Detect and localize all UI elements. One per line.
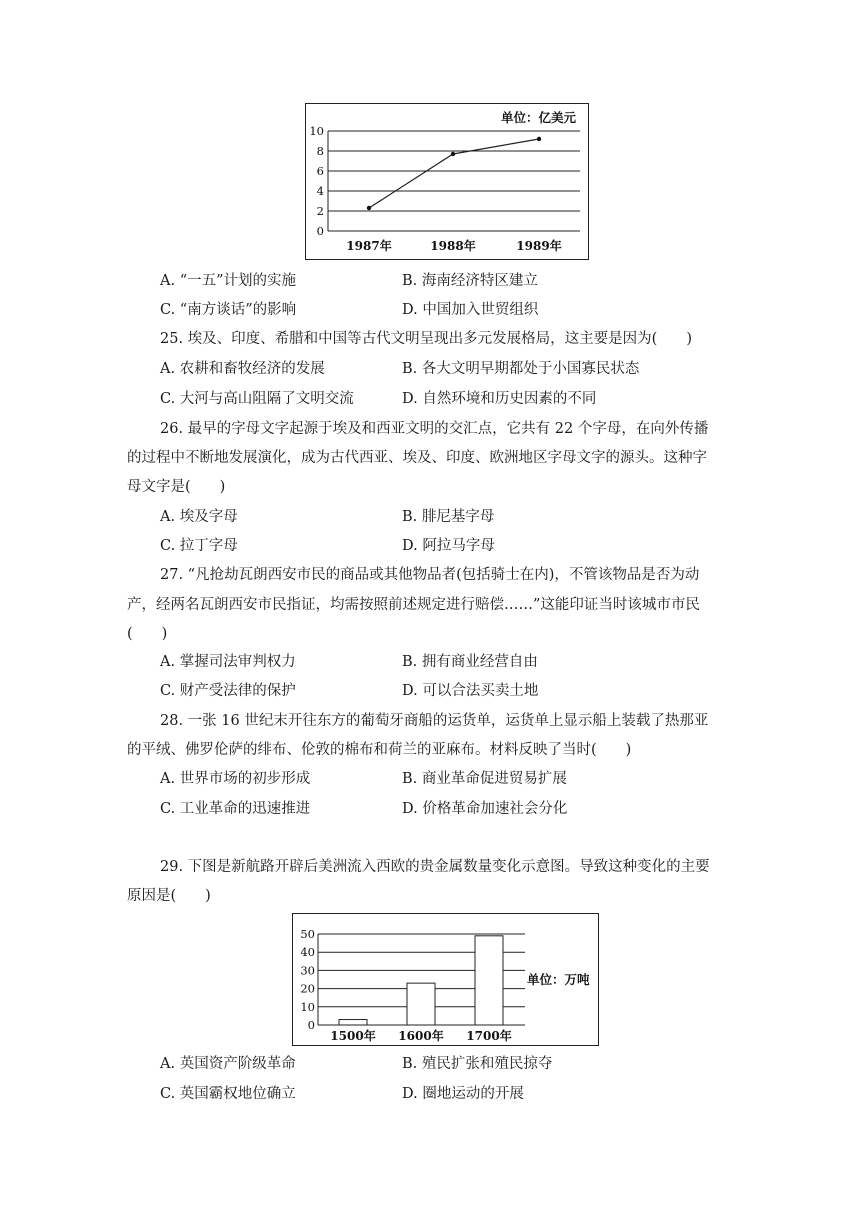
q29-option-a[interactable]: A. 英国资产阶级革命 [160, 1056, 296, 1072]
q29-stem-line1: 29. 下图是新航路开辟后美洲流入西欧的贵金属数量变化示意图。导致这种变化的主要 [160, 859, 710, 875]
q26-option-c[interactable]: C. 拉丁字母 [160, 538, 238, 554]
q29-option-b[interactable]: B. 殖民扩张和殖民掠夺 [402, 1056, 553, 1072]
q27-option-b[interactable]: B. 拥有商业经营自由 [402, 654, 538, 670]
y-tick-label: 20 [300, 981, 315, 996]
y-tick-label: 10 [309, 124, 324, 138]
q26-option-d[interactable]: D. 阿拉马字母 [402, 538, 495, 554]
unit-label: 单位：万吨 [527, 972, 590, 987]
q26-stem-line2: 的过程中不断地发展演化，成为古代西亚、埃及、印度、欧洲地区字母文字的源头。这种字 [127, 450, 707, 466]
line-chart [306, 104, 588, 259]
q29-option-c[interactable]: C. 英国霸权地位确立 [160, 1086, 296, 1102]
q26-stem-line3: 母文字是( ) [127, 479, 226, 495]
q27-stem-line2: 产，经两名瓦朗西安市民指证，均需按照前述规定进行赔偿……”这能印证当时该城市市民 [127, 597, 700, 613]
y-tick-label: 50 [300, 927, 315, 941]
series-line [369, 139, 539, 208]
q27-stem-line1: 27. “凡抢劫瓦朗西安市民的商品或其他物品者(包括骑士在内)，不管该物品是否为动 [160, 567, 700, 583]
x-tick-label: 1987年 [346, 239, 392, 253]
y-tick-label: 40 [300, 945, 315, 960]
q24-option-d[interactable]: D. 中国加入世贸组织 [402, 302, 539, 318]
x-tick-label: 1988年 [430, 239, 476, 253]
q24-option-b[interactable]: B. 海南经济特区建立 [402, 273, 538, 289]
x-tick-label: 1600年 [398, 1029, 444, 1043]
q28-stem-line1: 28. 一张 16 世纪末开往东方的葡萄牙商船的运货单，运货单上显示船上装载了热那亚 [160, 713, 709, 729]
bar [475, 936, 503, 1025]
q25-option-a[interactable]: A. 农耕和畜牧经济的发展 [160, 361, 325, 377]
y-tick-label: 0 [316, 224, 324, 238]
q28-option-a[interactable]: A. 世界市场的初步形成 [160, 771, 311, 787]
bar-chart-frame [292, 913, 599, 1046]
q25-option-c[interactable]: C. 大河与高山阻隔了文明交流 [160, 391, 354, 407]
line-chart-frame [305, 103, 589, 260]
q27-option-a[interactable]: A. 掌握司法审判权力 [160, 654, 296, 670]
q28-option-d[interactable]: D. 价格革命加速社会分化 [402, 801, 568, 817]
bar [407, 983, 435, 1025]
q25-stem: 25. 埃及、印度、希腊和中国等古代文明呈现出多元发展格局，这主要是因为( ) [160, 331, 692, 347]
q26-stem-line1: 26. 最早的字母文字起源于埃及和西亚文明的交汇点，它共有 22 个字母，在向外传播 [160, 421, 709, 437]
y-tick-label: 4 [316, 184, 324, 198]
q28-option-b[interactable]: B. 商业革命促进贸易扩展 [402, 771, 567, 787]
x-tick-label: 1989年 [516, 239, 562, 253]
bar-chart [293, 914, 598, 1045]
q27-stem-line3: ( ) [127, 626, 168, 642]
y-tick-label: 0 [307, 1018, 315, 1032]
q28-stem-line2: 的平绒、佛罗伦萨的绯布、伦敦的棉布和荷兰的亚麻布。材料反映了当时( ) [127, 742, 632, 758]
y-tick-label: 6 [316, 164, 324, 178]
q29-option-d[interactable]: D. 圈地运动的开展 [402, 1086, 524, 1102]
y-tick-label: 2 [316, 204, 324, 218]
q25-option-d[interactable]: D. 自然环境和历史因素的不同 [402, 391, 597, 407]
data-point [367, 206, 371, 210]
y-tick-label: 30 [300, 963, 315, 978]
q28-option-c[interactable]: C. 工业革命的迅速推进 [160, 801, 311, 817]
q24-option-c[interactable]: C. “南方谈话”的影响 [160, 302, 297, 318]
q24-option-a[interactable]: A. “一五”计划的实施 [160, 273, 297, 289]
q26-option-a[interactable]: A. 埃及字母 [160, 509, 238, 525]
x-tick-label: 1700年 [466, 1029, 512, 1043]
data-point [537, 137, 541, 141]
x-tick-label: 1500年 [330, 1029, 376, 1043]
data-point [451, 152, 455, 156]
y-tick-label: 8 [316, 144, 324, 158]
y-tick-label: 10 [300, 999, 315, 1014]
q27-option-d[interactable]: D. 可以合法买卖土地 [402, 683, 539, 699]
q26-option-b[interactable]: B. 腓尼基字母 [402, 509, 495, 525]
q29-stem-line2: 原因是( ) [127, 888, 211, 904]
q27-option-c[interactable]: C. 财产受法律的保护 [160, 683, 296, 699]
q25-option-b[interactable]: B. 各大文明早期都处于小国寡民状态 [402, 361, 640, 377]
bar [339, 1020, 367, 1025]
unit-label: 单位：亿美元 [500, 110, 576, 125]
